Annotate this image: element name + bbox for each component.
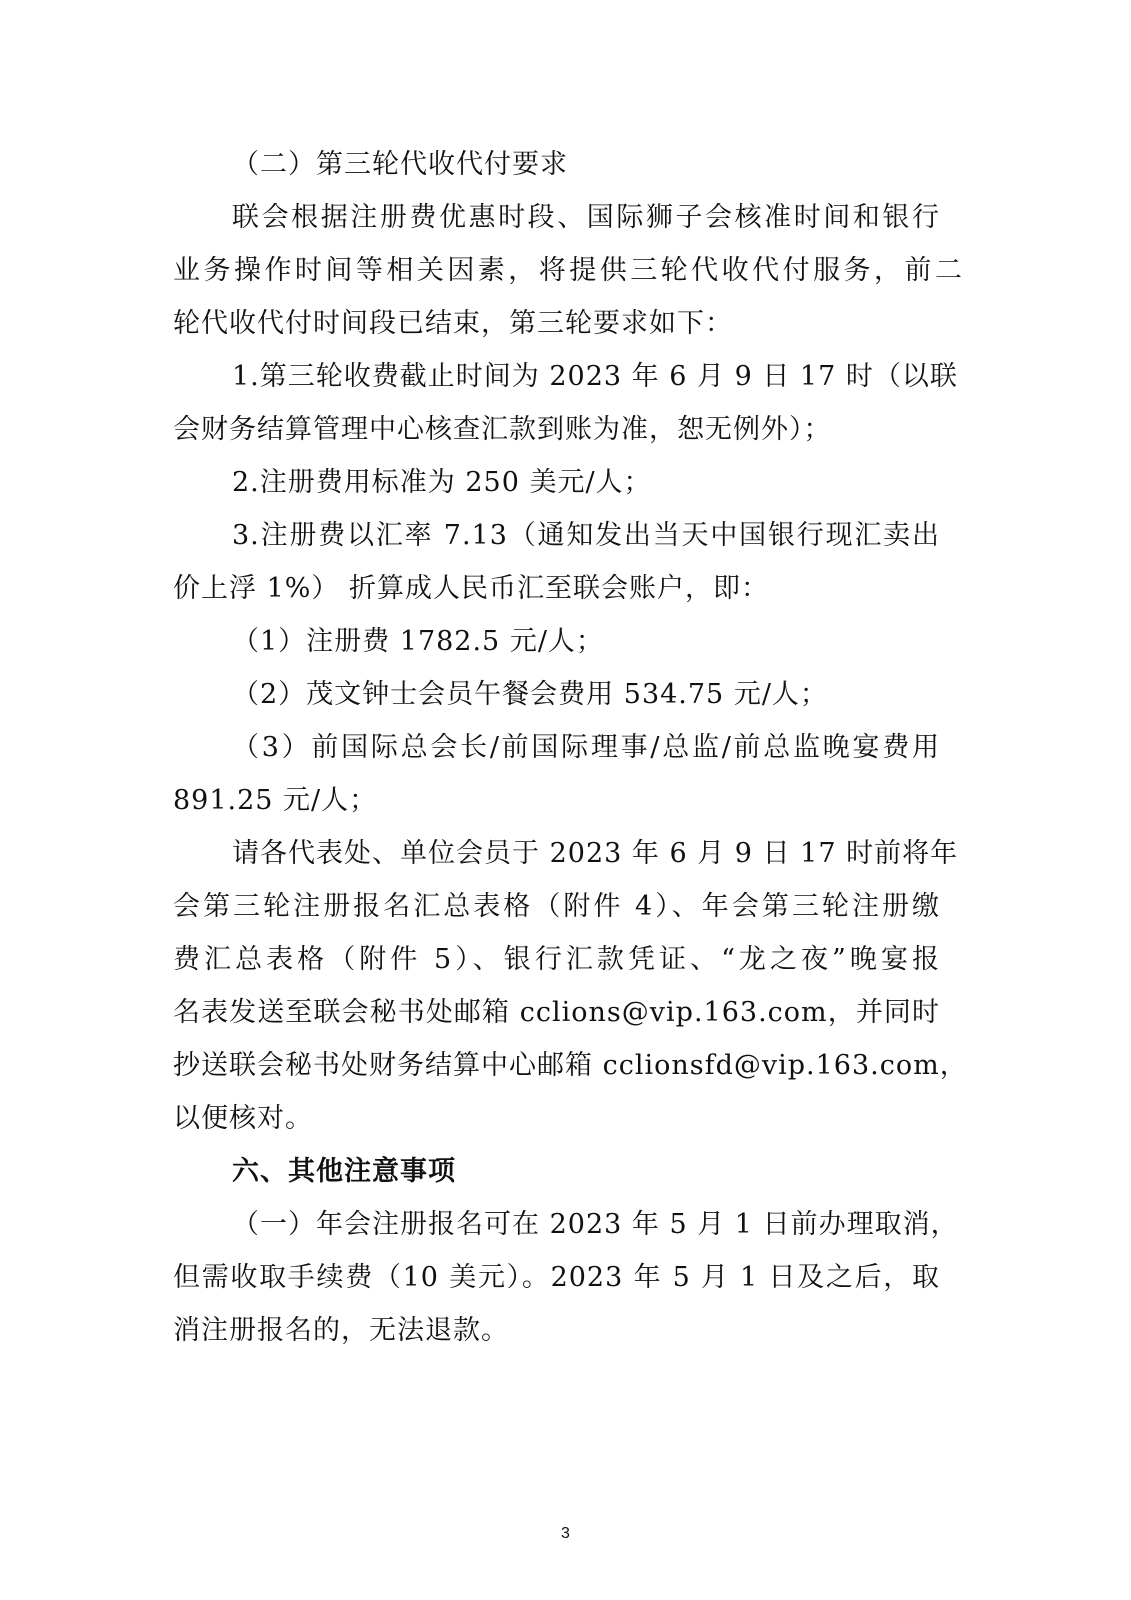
paragraph-line: （一）年会注册报名可在 2023 年 5 月 1 日前办理取消， [232, 1209, 959, 1240]
list-item-line: 3.注册费以汇率 7.13（通知发出当天中国银行现汇卖出 [232, 520, 940, 551]
subsection-heading: （二）第三轮代收代付要求 [232, 149, 568, 180]
list-item-line: 1.第三轮收费截止时间为 2023 年 6 月 9 日 17 时（以联 [232, 361, 958, 392]
sub-item-line: （1）注册费 1782.5 元/人； [232, 626, 604, 657]
paragraph-line: 业务操作时间等相关因素，将提供三轮代收代付服务，前二 [173, 255, 963, 286]
paragraph-line: 请各代表处、单位会员于 2023 年 6 月 9 日 17 时前将年 [232, 838, 959, 869]
paragraph-line: 抄送联会秘书处财务结算中心邮箱 cclionsfd@vip.163.com， [173, 1050, 968, 1081]
paragraph-line: 轮代收代付时间段已结束，第三轮要求如下： [173, 308, 733, 339]
list-item-line: 2.注册费用标准为 250 美元/人； [232, 467, 652, 498]
paragraph-line: 名表发送至联会秘书处邮箱 cclions@vip.163.com，并同时 [173, 997, 940, 1028]
sub-item-line: （2）茂文钟士会员午餐会费用 534.75 元/人； [232, 679, 828, 710]
page-number: 3 [561, 1525, 570, 1542]
section-heading: 六、其他注意事项 [232, 1156, 456, 1187]
sub-item-line: （3）前国际总会长/前国际理事/总监/前总监晚宴费用 [232, 732, 940, 763]
list-item-line: 价上浮 1%） 折算成人民币汇至联会账户，即： [173, 573, 769, 604]
paragraph-line: 费汇总表格（附件 5）、银行汇款凭证、“龙之夜”晚宴报 [173, 944, 940, 975]
paragraph-line: 联会根据注册费优惠时段、国际狮子会核准时间和银行 [232, 202, 940, 233]
list-item-line: 会财务结算管理中心核查汇款到账为准，恕无例外）； [173, 414, 832, 445]
paragraph-line: 以便核对。 [173, 1103, 313, 1134]
paragraph-line: 但需收取手续费（10 美元）。2023 年 5 月 1 日及之后，取 [173, 1262, 940, 1293]
sub-item-line: 891.25 元/人； [173, 785, 378, 816]
paragraph-line: 会第三轮注册报名汇总表格（附件 4）、年会第三轮注册缴 [173, 891, 940, 922]
paragraph-line: 消注册报名的，无法退款。 [173, 1315, 509, 1346]
